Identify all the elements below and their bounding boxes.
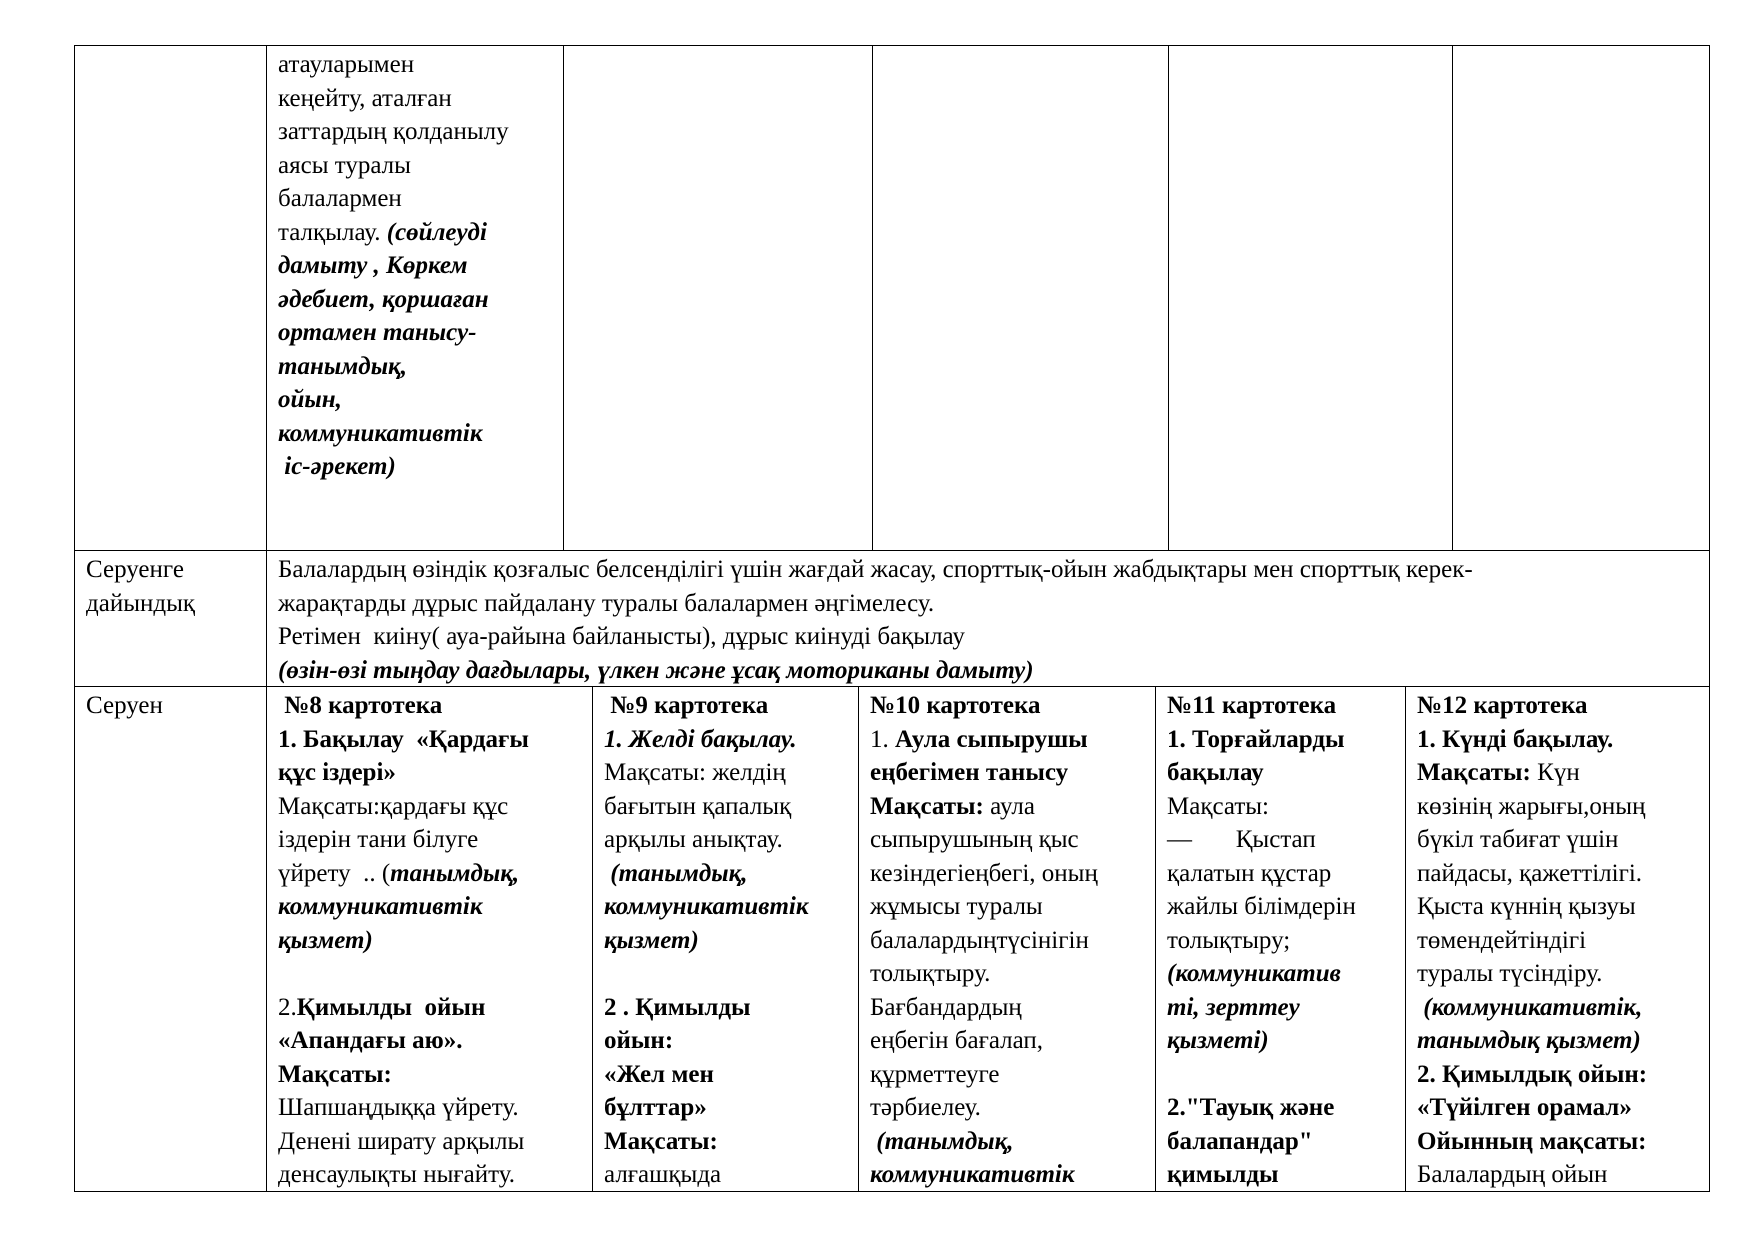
card-11-cell bbox=[1155, 687, 1405, 1191]
activity-areas-line: қызметі) bbox=[1167, 1027, 1269, 1054]
text-line: көзінің жарығы,оның bbox=[1417, 792, 1646, 820]
text-line: қалатын құстар bbox=[1167, 859, 1332, 887]
text-line: Бағбандардың bbox=[870, 993, 1022, 1021]
label-line: Серуен bbox=[86, 692, 163, 719]
goal-label: Мақсаты: bbox=[278, 1060, 392, 1088]
activity-areas-line: танымдық, bbox=[278, 352, 407, 380]
observation-title: бақылау bbox=[1167, 759, 1264, 786]
row-label-walk-prep bbox=[75, 551, 266, 686]
goal-line bbox=[870, 790, 1145, 824]
text-line: арқылы анықтау. bbox=[604, 826, 783, 853]
text-line: пайдасы, қажеттілігі. bbox=[1417, 859, 1643, 887]
activity-areas-line: қызмет) bbox=[604, 926, 699, 954]
text-line: алғашқыда bbox=[604, 1161, 722, 1188]
text-line: кеңейту, аталған bbox=[278, 84, 452, 112]
text-line: Балалардың өзіндік қозғалыс белсенділігі үшін жағдай жасау, спорттық-ойын жабдықтары мен спорттық керек- bbox=[278, 556, 1473, 583]
game-title bbox=[278, 991, 582, 1025]
text-line: денсаулықты нығайту. bbox=[278, 1161, 515, 1188]
label-cell bbox=[75, 46, 266, 550]
activity-areas-line: әдебиет, қоршаған bbox=[278, 285, 489, 313]
text-line: заттардың қолданылу bbox=[278, 118, 509, 145]
text-line: тәрбиелеу. bbox=[870, 1094, 981, 1121]
observation-title: 1. Желді бақылау. bbox=[604, 725, 797, 753]
table-row bbox=[74, 550, 1710, 686]
text-line: жарақтарды дұрыс пайдалану туралы балалармен әңгімелесу. bbox=[278, 589, 935, 617]
observation-title: еңбегімен танысу bbox=[870, 759, 1069, 786]
table-row bbox=[74, 686, 1710, 1192]
game-title: қимылды bbox=[1167, 1161, 1279, 1188]
activity-areas-line: іс-әрекет) bbox=[278, 453, 396, 480]
activity-areas-line: коммуникативтік bbox=[278, 419, 483, 447]
activity-areas-line: (танымдық, bbox=[870, 1127, 1014, 1155]
text-line: құрметтеуге bbox=[870, 1060, 1000, 1088]
card-9-cell bbox=[592, 687, 858, 1191]
game-name: «Апандағы аю». bbox=[278, 1027, 463, 1054]
activity-areas-line: (танымдық, bbox=[604, 859, 748, 887]
text-line: Қыста күннің қызуы bbox=[1417, 893, 1636, 920]
card-12-cell bbox=[1405, 687, 1709, 1191]
empty-cell bbox=[1452, 46, 1709, 550]
game-title: 2. Қимылдық ойын: bbox=[1417, 1060, 1648, 1088]
activity-areas-line: қызмет) bbox=[278, 926, 373, 954]
observation-title: құс іздері» bbox=[278, 759, 396, 786]
goal-label: Мақсаты: bbox=[604, 1127, 718, 1155]
activity-areas-note: (өзін-өзі тыңдау дағдылары, үлкен және ұсақ моториканы дамыту) bbox=[278, 656, 1034, 684]
activity-areas-line: (коммуникатив bbox=[1167, 960, 1341, 987]
text-line: іздерін тани білуге bbox=[278, 826, 479, 853]
observation-title-text: Аула сыпырушы bbox=[895, 725, 1088, 753]
observation-number: 1. bbox=[870, 725, 895, 753]
activity-text-cell bbox=[266, 46, 563, 550]
card-8-cell bbox=[266, 687, 592, 1191]
game-title: ойын: bbox=[604, 1027, 674, 1054]
walk-prep-text-cell bbox=[266, 551, 1709, 686]
card-10-cell bbox=[858, 687, 1155, 1191]
table-row bbox=[74, 45, 1710, 550]
text-line: атауларымен bbox=[278, 51, 415, 78]
text-line-plain: Күн bbox=[1537, 759, 1580, 786]
goal-line bbox=[1417, 756, 1705, 790]
label-line: Серуенге bbox=[86, 556, 184, 583]
card-title: №8 картотека bbox=[278, 692, 443, 719]
text-line: Балалардың ойын bbox=[1417, 1161, 1608, 1188]
activity-areas-note: танымдық, bbox=[390, 859, 520, 887]
text-line: — Қыстап bbox=[1167, 826, 1316, 853]
observation-title: 1. Торғайларды bbox=[1167, 725, 1345, 753]
text-line: Денені ширату арқылы bbox=[278, 1127, 525, 1155]
activity-areas-note: (сөйлеуді bbox=[386, 218, 487, 246]
game-name: «Жел мен bbox=[604, 1060, 714, 1088]
text-line-plain: талқылау. bbox=[278, 218, 387, 246]
text-line: туралы түсіндіру. bbox=[1417, 960, 1603, 987]
goal-label: Ойынның мақсаты: bbox=[1417, 1127, 1647, 1155]
game-title: 2."Тауық және bbox=[1167, 1094, 1335, 1121]
text-line: еңбегін бағалап, bbox=[870, 1027, 1044, 1054]
text-line: Шапшаңдыққа үйрету. bbox=[278, 1094, 519, 1121]
label-line: дайындық bbox=[86, 589, 196, 617]
goal-label: Мақсаты: bbox=[870, 792, 991, 820]
text-line bbox=[278, 857, 582, 891]
text-line bbox=[278, 216, 553, 250]
game-title: балапандар" bbox=[1167, 1127, 1313, 1155]
activity-areas-line: танымдық қызмет) bbox=[1417, 1027, 1641, 1054]
text-line: балалармен bbox=[278, 185, 402, 212]
activity-areas-line: дамыту , Көркем bbox=[278, 252, 468, 279]
text-line-plain: үйрету .. ( bbox=[278, 859, 391, 887]
text-line: аясы туралы bbox=[278, 151, 411, 179]
empty-cell bbox=[1168, 46, 1452, 550]
activity-areas-line: коммуникативтік bbox=[870, 1161, 1075, 1188]
schedule-table bbox=[74, 45, 1710, 1192]
text-line: бағытын қапалық bbox=[604, 792, 792, 820]
text-line: балалардыңтүсінігін bbox=[870, 926, 1089, 954]
empty-cell bbox=[563, 46, 872, 550]
text-line: төмендейтіндігі bbox=[1417, 926, 1587, 954]
text-line: Ретімен киіну( ауа-райына байланысты), дұрыс киінуді бақылау bbox=[278, 623, 965, 650]
row-label-walk bbox=[75, 687, 266, 1191]
text-line: Мақсаты: bbox=[1167, 792, 1269, 820]
text-line: толықтыру. bbox=[870, 960, 991, 987]
text-line: жұмысы туралы bbox=[870, 893, 1043, 920]
game-number: 2. bbox=[278, 993, 297, 1021]
game-title-text: Қимылды ойын bbox=[296, 993, 486, 1021]
text-line: толықтыру; bbox=[1167, 926, 1291, 954]
activity-areas-line: ті, зерттеу bbox=[1167, 993, 1300, 1021]
text-line: Мақсаты:қардағы құс bbox=[278, 792, 509, 820]
game-name: бұлттар» bbox=[604, 1094, 707, 1121]
text-line: бүкіл табиғат үшін bbox=[1417, 826, 1619, 853]
activity-areas-line: (коммуникативтік, bbox=[1417, 993, 1643, 1021]
activity-areas-line: ойын, bbox=[278, 386, 342, 413]
card-title: №12 картотека bbox=[1417, 692, 1588, 719]
observation-title: 1. Күнді бақылау. bbox=[1417, 725, 1614, 753]
card-title: №10 картотека bbox=[870, 692, 1041, 719]
activity-areas-line: ортамен танысу- bbox=[278, 319, 477, 346]
text-line: кезіндегіеңбегі, оның bbox=[870, 859, 1098, 887]
card-title: №11 картотека bbox=[1167, 692, 1337, 719]
observation-title: 1. Бақылау «Қардағы bbox=[278, 725, 529, 753]
goal-label: Мақсаты: bbox=[1417, 759, 1538, 786]
text-line-plain: аула bbox=[990, 792, 1035, 820]
game-name: «Түйілген орамал» bbox=[1417, 1094, 1632, 1121]
empty-cell bbox=[872, 46, 1168, 550]
game-title: 2 . Қимылды bbox=[604, 993, 751, 1021]
activity-areas-line: коммуникативтік bbox=[604, 893, 809, 920]
text-line: жайлы білімдерін bbox=[1167, 893, 1356, 920]
card-title: №9 картотека bbox=[604, 692, 769, 719]
text-line: сыпырушының қыс bbox=[870, 826, 1079, 853]
observation-title bbox=[870, 723, 1145, 757]
activity-areas-line: коммуникативтік bbox=[278, 893, 483, 920]
text-line: Мақсаты: желдің bbox=[604, 759, 786, 786]
